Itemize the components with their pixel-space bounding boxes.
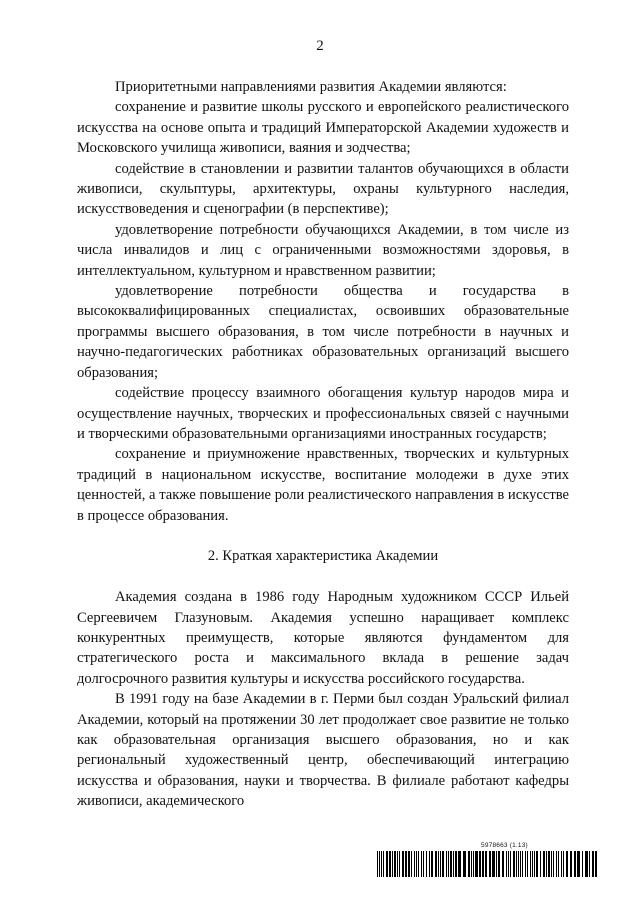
paragraph-priority-5: содействие процессу взаимного обогащения культур народов мира и осуществление научных, творческих и профессиональных связей с научными и творческими образовательными организациями иностранных государств;: [77, 385, 569, 442]
barcode-icon: [377, 851, 597, 877]
page-number: 2: [316, 38, 324, 54]
paragraph-priority-1: сохранение и развитие школы русского и европейского реалистического искусства на основе опыта и традиций Императорской Академии художеств и Московского училища живописи, ваяния и зодчества;: [77, 99, 569, 157]
paragraph-priority-4: удовлетворение потребности общества и государства в высококвалифицированных специалистах, освоивших образовательные программы высшего образования, в том числе потребности в научных и научно-педагогических работниках образовательных организаций высшего образования;: [77, 283, 569, 381]
paragraph-priorities-intro: Приоритетными направлениями развития Академии являются:: [115, 79, 507, 95]
section-heading: 2. Краткая характеристика Академии: [207, 548, 439, 565]
document-body: [77, 77, 569, 812]
paragraph-academy-history: Академия создана в 1986 году Народным художником СССР Ильей Сергеевичем Глазуновым. Академия успешно наращивает комплекс конкурентных преимуществ, которые являются фундаментом для стратегического роста и максимального вклада в решение задач долгосрочного развития культуры и искусства российского государства.: [77, 589, 569, 687]
paragraph-priority-6: сохранение и приумножение нравственных, творческих и культурных традиций в национальном искусстве, воспитание молодежи в духе этих ценностей, а также повышение роли реалистического направления в искусстве в процессе образования.: [77, 446, 569, 524]
paragraph-ural-branch: В 1991 году на базе Академии в г. Перми был создан Уральский филиал Академии, который на протяжении 30 лет продолжает свое развитие не только как образовательная организация высшего образования, но и как региональный художественный центр, обеспечивающий интеграцию искусства и образования, науки и творчества. В филиале работают кафедры живописи, академического: [77, 691, 569, 810]
paragraph-priority-3: удовлетворение потребности обучающихся Академии, в том числе из числа инвалидов и лиц с ограниченными возможностями здоровья, в интеллектуальном, культурном и нравственном развитии;: [77, 221, 569, 279]
document-barcode: [377, 842, 597, 882]
barcode-label: 5978663 (1.13): [481, 842, 528, 849]
paragraph-priority-2: содействие в становлении и развитии талантов обучающихся в области живописи, скульптуры, архитектуры, охраны культурного наследия, искусствоведения и сценографии (в перспективе);: [77, 160, 569, 218]
